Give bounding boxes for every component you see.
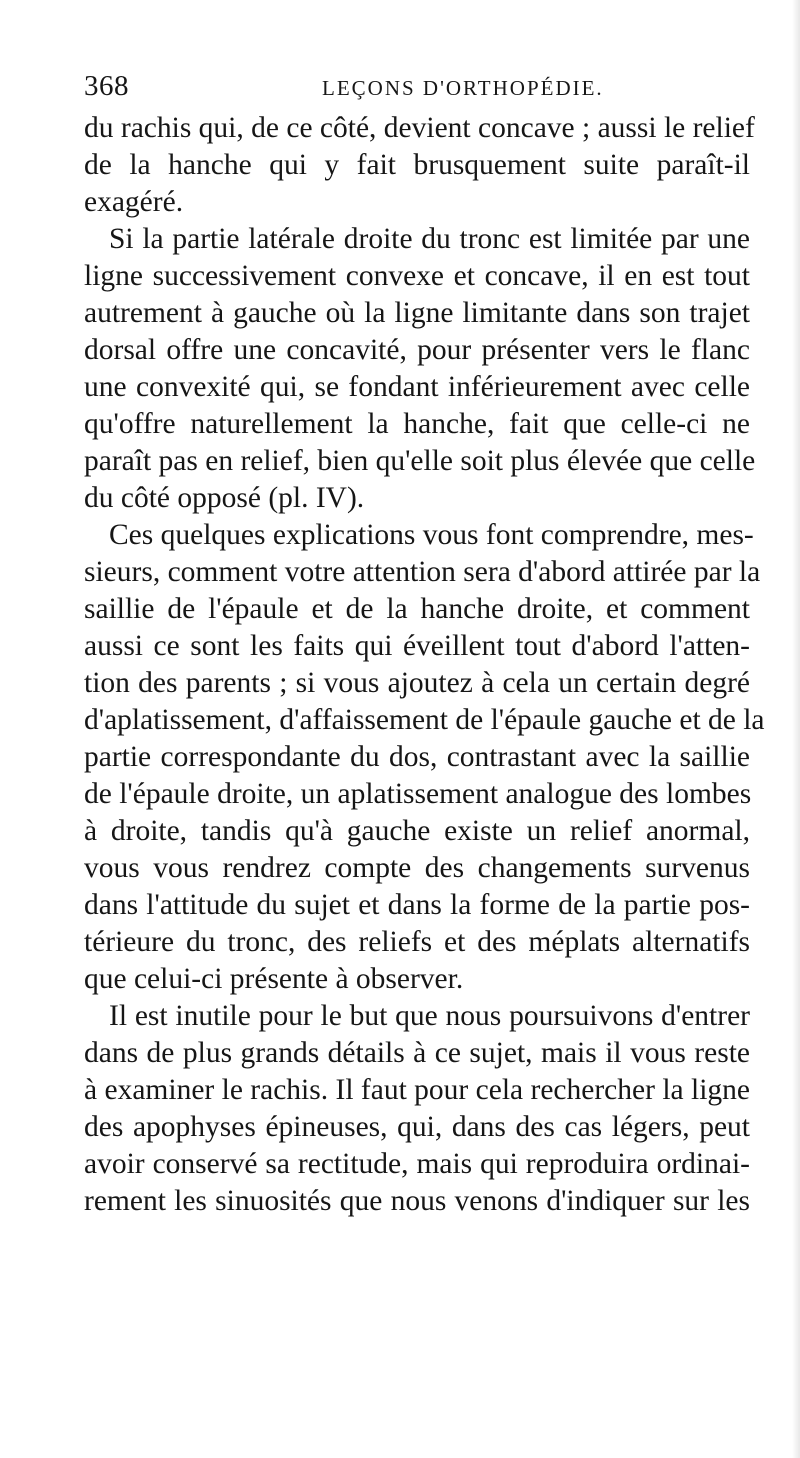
text-line: aussi ce sont les faits qui éveillent tout d'abord l'atten- <box>84 630 750 662</box>
text-line: partie correspondante du dos, contrastant avec la saillie <box>84 741 750 773</box>
text-line: paraît pas en relief, bien qu'elle soit plus élevée que celle <box>84 445 756 477</box>
page-edge-shadow <box>792 0 800 1458</box>
text-line: à droite, tandis qu'à gauche existe un relief anormal, <box>84 815 750 847</box>
page-header <box>84 70 744 110</box>
text-line: de la hanche qui y fait brusquement suite paraît-il <box>84 149 750 181</box>
text-line: térieure du tronc, des reliefs et des méplats alternatifs <box>84 926 750 958</box>
text-line: ligne successivement convexe et concave, il en est tout <box>84 260 750 292</box>
text-line: du côté opposé (pl. IV). <box>84 482 365 514</box>
text-line: de l'épaule droite, un aplatissement analogue des lombes <box>84 778 752 810</box>
text-line: d'aplatissement, d'affaissement de l'épaule gauche et de la <box>84 704 765 736</box>
text-line: Il est inutile pour le but que nous poursuivons d'entrer <box>109 1000 750 1032</box>
text-line: Si la partie latérale droite du tronc est limitée par une <box>109 223 750 255</box>
text-line: qu'offre naturellement la hanche, fait que celle-ci ne <box>84 408 750 440</box>
text-line: Ces quelques explications vous font comprendre, mes- <box>109 519 754 551</box>
text-line: à examiner le rachis. Il faut pour cela rechercher la ligne <box>84 1074 750 1106</box>
text-line: exagéré. <box>84 186 184 218</box>
running-head: LEÇONS D'ORTHOPÉDIE. <box>322 76 604 100</box>
text-line: dorsal offre une concavité, pour présenter vers le flanc <box>84 334 750 366</box>
text-line: des apophyses épineuses, qui, dans des cas légers, peut <box>84 1111 750 1143</box>
text-line: vous vous rendrez compte des changements survenus <box>84 852 750 884</box>
text-line: une convexité qui, se fondant inférieurement avec celle <box>84 371 750 403</box>
text-line: dans de plus grands détails à ce sujet, mais il vous reste <box>84 1037 750 1069</box>
text-line: sieurs, comment votre attention sera d'abord attirée par la <box>84 556 761 588</box>
text-line: rement les sinuosités que nous venons d'indiquer sur les <box>84 1185 750 1217</box>
text-line: tion des parents ; si vous ajoutez à cela un certain degré <box>84 667 750 699</box>
text-line: dans l'attitude du sujet et dans la forme de la partie pos- <box>84 889 750 921</box>
page-number: 368 <box>84 70 129 102</box>
text-line: avoir conservé sa rectitude, mais qui reproduira ordinai- <box>84 1148 750 1180</box>
body-text <box>84 110 765 1220</box>
text-line: que celui-ci présente à observer. <box>84 963 464 995</box>
text-line: du rachis qui, de ce côté, devient concave ; aussi le relief <box>84 112 755 144</box>
text-line: autrement à gauche où la ligne limitante dans son trajet <box>84 297 750 329</box>
text-line: saillie de l'épaule et de la hanche droite, et comment <box>84 593 750 625</box>
